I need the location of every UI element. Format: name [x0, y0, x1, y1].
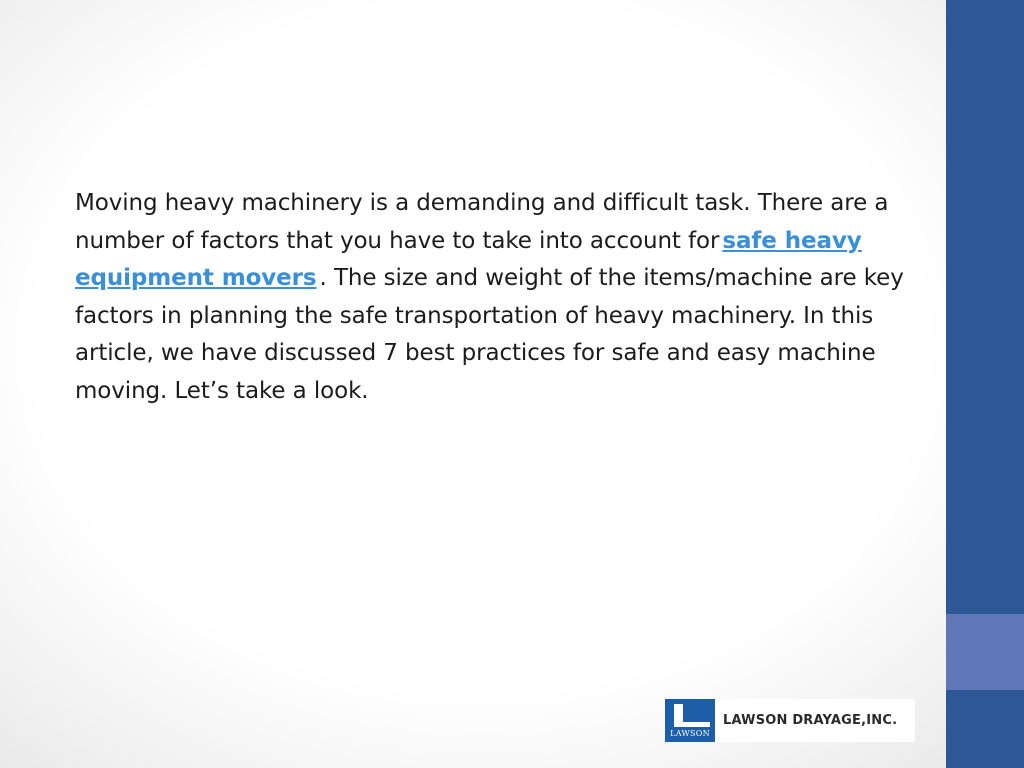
logo-mark-text: LAWSON — [670, 729, 710, 738]
paragraph-text-after-link: . The size and weight of the items/machine are key factors in planning the safe transportation of heavy machinery. In this article, we have discussed 7 best practices for safe and easy machine moving. Let’s take a look. — [75, 265, 904, 404]
company-name: LAWSON DRAYAGE,INC. — [723, 713, 898, 728]
company-logo — [665, 699, 915, 742]
body-paragraph — [75, 185, 910, 410]
sidebar-accent-block — [946, 614, 1024, 690]
safe-heavy-equipment-movers-link[interactable]: safe heavy equipment movers — [75, 227, 862, 291]
lawson-logo-icon — [665, 699, 715, 742]
paragraph-text-before-link: Moving heavy machinery is a demanding and difficult task. There are a number of factors that you have to take into account for — [75, 190, 889, 254]
right-sidebar-bar — [946, 0, 1024, 768]
